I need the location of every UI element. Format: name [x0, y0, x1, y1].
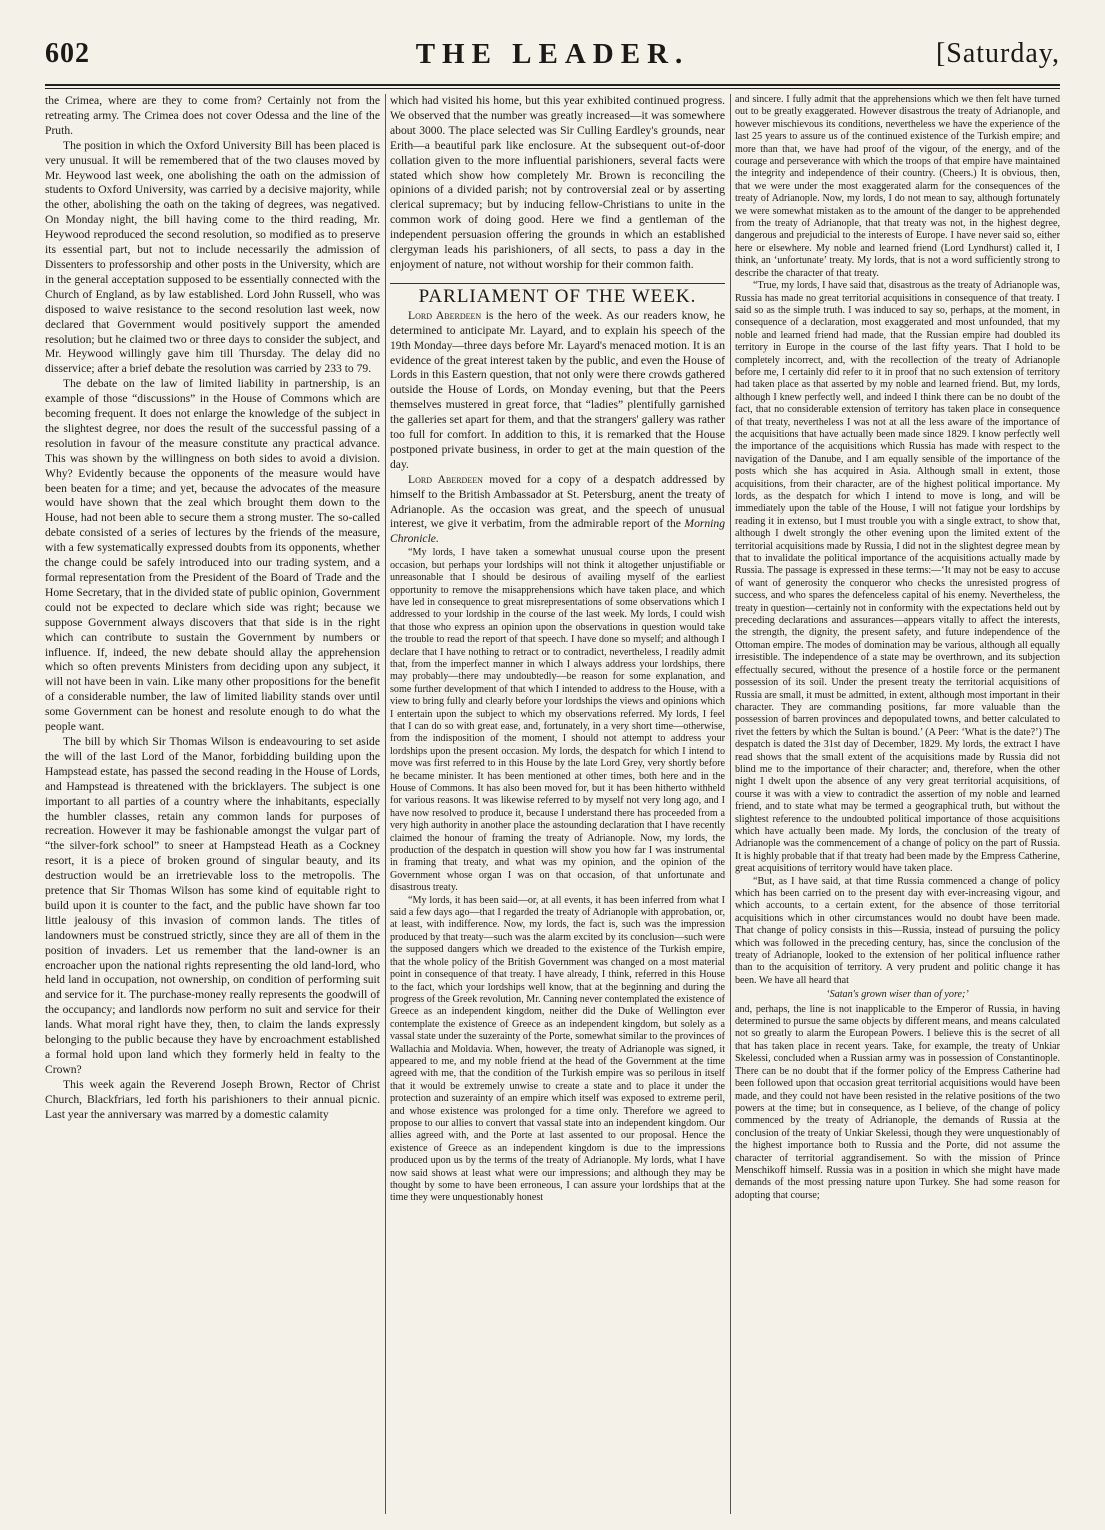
speech-paragraph: and sincere. I fully admit that the apprehensions which we then felt have turned out to be greatly exaggerated. However disastrous the treaty of Adrianople, and however mischievous its conditions, nevertheless we have the experience of the last 25 years to assure us of the continued existence of the Turkish empire; and more than that, we have had proof of the vigour, of the energy, and of the courage and perseverance with which the troops of that empire have maintained the integrity and independence of their country. (Cheers.) It is obvious, then, that we were under the most exaggerated alarm for the consequences of the treaty of Adrianople. Now, my lords, I do not mean to say, although fortunately we were somewhat mistaken as to the amount of the danger to be apprehended from the treaty of Adrianople, that that treaty was not, in the highest degree, dangerous and prejudicial to the interests of Europe. I have never said so, either here or elsewhere. My noble and learned friend (Lord Lyndhurst) called it, I think, an ‘unfortunate’ treaty. My lords, that is not a word sufficiently strong to describe the character of that treaty.: [735, 94, 1060, 279]
speech-paragraph: “My lords, it has been said—or, at all events, it has been inferred from what I said a few days ago—that I regarded the treaty of Adrianople with approbation, or, at least, with indifference. Now, my lords, the fact is, such was the impression produced by that treaty—such was the alarm excited by its conclusion—such were the supposed dangers which we dreaded to the existence of the Turkish empire, that the whole policy of the British Government was changed on a most material point in consequence of that treaty. I have already, I think, referred in this House to the fact, which your lordships well know, that at the beginning and during the progress of the Greek revolution, Mr. Canning never contemplated the existence of Greece as an independent kingdom, neither did the Duke of Wellington ever contemplate the existence of Greece as an independent kingdom, but solely as a vassal state under the suzerainty of the Porte, somewhat similar to the provinces of Wallachia and Moldavia. When, however, the treaty of Adrianople was signed, it appeared to me, and my noble friend at the head of the Government at the time agreed with me, that the condition of the Turkish empire was so perilous in itself that it would be extremely unwise to create a state and to place it under the protection and suzerainty of an empire which itself was exposed to extreme peril, and whose existence was prolonged for a time only. Therefore we agreed to propose to our allies to convert that vassal state into an independent kingdom. Our allies agreed with, and the Porte at last assented to our proposal. Hence the existence of Greece as an independent kingdom is due to the impressions produced upon us by the terms of the treaty of Adrianople. My lords, what I have now said shows at least what were our impressions; and although they may be thought by some to have been erroneous, I can assure your lordships that at the time they were unquestionably honest: [390, 894, 725, 1204]
speech-paragraph: “My lords, I have taken a somewhat unusual course upon the present occasion, but perhaps your lordships will not think it altogether unjustifiable or unreasonable that I should be desirous of availing myself of the earliest opportunity to remove the misapprehensions which have taken place, and which have led in consequence to great misrepresentations of some observations which I addressed to your lordship in the course of the last week. My lords, I could wish that those who express an opinion upon the observations in question would take the trouble to read the report of that speech. I have done so myself; and although I declare that I have nothing to retract or to contradict, nevertheless, I readily admit that, from the imperfect manner in which I always address your lordships, there may probably—there may undoubtedly—be reason for some explanation, and some further development of that which I intended to address to the House, with a view to bring fully and clearly before your lordships the views and opinions which I entertain upon the subject to which my observations referred. My lords, I feel that I can do so with great ease, and, fortunately, in a very short time—otherwise, from the indisposition of the moment, I should not attempt to address your lordships upon the present occasion. My lords, the despatch for which I intend to move was first referred to in this House by the late Lord Grey, very shortly before he became minister. It has been mentioned at other times, both here and in the House of Commons. It has also been moved for, but it has been hitherto withheld for various reasons. It was likewise referred to by myself not very long ago, and I have now resolved to produce it, because I understand there has proceeded from a very high authority in another place the astounding declaration that I have recently claimed the honour of framing the treaty of Adrianople. Now, my lords, the production of the despatch in question will show you how far I was instrumental in framing that treaty, and what was my opinion, and the opinion of the Government whose organ I was on that occasion, of that unfortunate and disastrous treaty.: [390, 547, 725, 894]
source-title: Morning Chronicle.: [390, 517, 725, 546]
paragraph-hampstead: The bill by which Sir Thomas Wilson is endeavouring to set aside the will of the last Lord of the Manor, forbidding building upon the Hampstead estate, has passed the second reading in the House of Lords, and Hampstead is threatened with the bricklayers. The subject is one important to all parties of a country where the inhabitants, especially the humbler classes, retain any common lands for purposes of recreation. However it may be fashionable amongst the vulgar part of “the silver-fork school” to sneer at Hampstead Heath as a Cockney resort, it is a piece of broken ground of singular beauty, and its destruction would be an irretrievable loss to the metropolis. The pretence that Sir Thomas Wilson has some kind of equitable right to build upon it is counter to the fact, and the public have shown far too little jealousy of this invasion of common lands. The titles of landowners must be construed strictly, since they are all of them in the position of invaders. Let us remember that the land-owner is an encroacher upon the national rights representing the old land-lord, who held land in occupation, not ownership, on condition of performing suit and service for it. The purchase-money really represents the goodwill of the occupancy; and landlords now perform no suit and service for their lands. What moral right have they, then, to claim the lands expressly belonging to the public because they have by encroachment established a formal hold upon land which they formerly held in fealty to the Crown?: [45, 734, 380, 1076]
verse-quote: ‘Satan's grown wiser than of yore;’: [826, 989, 969, 1001]
column-3: [735, 94, 1060, 1514]
masthead-rule-thin: [45, 88, 1060, 89]
page-number: 602: [45, 38, 90, 69]
paragraph-aberdeen-hero: Lord Aberdeen is the hero of the week. As our readers know, he determined to anticipate Mr. Layard, and to explain his speech of the 19th Monday—three days before Mr. Layard's menaced motion. It is an evidence of the great interest taken by the public, and even the House of Lords in this Eastern question, that not only were there crowds gathered outside the House of Lords, on Monday evening, but that the Peers themselves mustered in great force, that “ladies” plentifully garnished the galleries set apart for them, and that the strangers' gallery was rather too full for comfort. In addition to this, it is remarked that the House postponed private business, in order to get at the main question of the day.: [390, 308, 725, 471]
lead-name: Lord Aberdeen: [408, 308, 482, 322]
speech-paragraph: and, perhaps, the line is not inapplicable to the Emperor of Russia, in having determined to pursue the same objects by different means, and means calculated not so greatly to alarm the European Powers. I believe this is the secret of all that has taken place in recent years. Take, for example, the treaty of Unkiar Skelessi, concluded when a Russian army was in possession of Constantinople. There can be no doubt that if the former policy of the Empress Catherine had been followed upon that occasion great territorial acquisitions would have been made, and they could not have been resisted in the relative positions of the two powers at the time; but in consequence, as I believe, of the change of policy commenced by the treaty of Adrianople, the demands of Russia at the conclusion of the treaty of Unkiar Skelessi, though they were unquestionably of the highest importance both to Russia and the Porte, did not assume the character of territorial aggrandisement. So with the mission of Prince Menschikoff himself. Russia was in a position in which she might have made demands of the most pressing nature upon Turkey. She had some reason for adopting that course;: [735, 1003, 1060, 1201]
speech-quote: [390, 547, 725, 1205]
paragraph-crimea: the Crimea, where are they to come from? Certainly not from the retreating army. The Crimea does not cover Odessa and the line of the Pruth.: [45, 94, 380, 137]
paragraph-picnic: This week again the Reverend Joseph Brown, Rector of Christ Church, Blackfriars, led forth his parishioners to their annual picnic. Last year the anniversary was marred by a domestic calamity: [45, 1077, 380, 1121]
lead-name: Lord Aberdeen: [408, 472, 483, 486]
newspaper-title: THE LEADER.: [415, 38, 690, 70]
paragraph-oxford-bill: The position in which the Oxford University Bill has been placed is very unusual. It will be remembered that of the two clauses moved by Mr. Heywood last week, one abolishing the oath on the admission of students to Oxford University, was carried by a decisive majority, while the other, abolishing the oath on the taking of degrees, was negatived. On Monday night, the bill having come to the third reading, Mr. Heywood reproduced the second resolution, so modified as to preserve its essential part, but not to include necessarily the admission of Dissenters to professorship and other posts in the University, which are in the general acceptation supposed to be essentially connected with the Church of England, as by law established. Lord John Russell, who was disposed to waive resistance to the second resolution last week, now declared that Government would positively support the amended resolution; but he claimed two or three days to consider the subject, and Mr. Heywood willingly gave him till Thursday. The delay did no disservice; after a brief debate the resolution was carried by 233 to 79.: [45, 138, 380, 376]
speech-paragraph: “But, as I have said, at that time Russia commenced a change of policy which has been carried on to the present day with ever-increasing vigour, and which accounts, to a certain extent, for the absence of those territorial acquisitions which in other circumstances would no doubt have been made. That change of policy consists in this—Russia, instead of pursuing the policy which was followed in the preceding century, has, since the conclusion of the treaty of Adrianople, looked to the extension of her political influence rather than to the acquisition of territory. A very prudent and politic change it has been. We have all heard that: [735, 875, 1060, 986]
paragraph-limited-liability: The debate on the law of limited liability in partnership, is an example of those “discussions” in the House of Commons which are becoming frequent. It does not enlarge the knowledge of the subject in the slightest degree, nor does the result of the successful passing of a resolution in favour of the measure constitute any practical advance. This was shown by the willingness on both sides to avoid a division. Why? Evidently because the opponents of the measure would have been beaten for a time; and yet, because the advocates of the measure would have shown that the zeal which brought them down to the House, had not been able to secure them a strong muster. The so-called debate consisted of a series of lectures by the friends of the measure, with a few systematically expressed doubts from its opponents, whether the change could be safely introduced into our trading system, and a formal representation from the President of the Board of Trade and the Home Secretary, that in the divided state of public opinion, Government could not be expected to declare which side was right; because we suppose Government always discovers that that side is in the right which can contribute to sustain the Government by numbers or influence. If, indeed, the new debate should allay the apprehension which so often prevents Ministers from deciding upon any subject, it will not have been in vain. Like many other propositions for the benefit of a considerable number, the law of limited liability stands over until some Government can be honest and resolute enough to do what the people want.: [45, 377, 380, 734]
column-2: [390, 94, 725, 1514]
masthead-rule: [45, 84, 1060, 86]
masthead: [45, 38, 1060, 78]
paragraph-aberdeen-motion: Lord Aberdeen moved for a copy of a despatch addressed by himself to the British Ambassador at St. Petersburg, anent the treaty of Adrianople. As the occasion was great, and the speech of unusual interest, we give it verbatim, from the admirable report of the Morning Chronicle.: [390, 472, 725, 546]
issue-day: [Saturday,: [935, 38, 1060, 69]
paragraph-picnic-cont: which had visited his home, but this year exhibited continued progress. We observed that the number was greatly increased—it was somewhere about 3000. The place selected was Sir Culling Eardley's grounds, near Erith—a beautiful park like enclosure. At the subsequent out-of-door collation given to the more influential parishioners, several facts were stated which show how completely Mr. Brown is reconciling the opinions of a divided parish; not by controversial zeal or by asserting clerical supremacy; but by inducing fellow-Christians to unite in the common work of doing good. Here we find a gentleman of the independent persuasion offering the grounds in which an established clergyman leads his parishioners, of all sects, to pass a day in the enjoyment of nature, not without worship for their common faith.: [390, 94, 725, 271]
section-heading: PARLIAMENT OF THE WEEK.: [390, 283, 725, 305]
column-divider-2: [730, 94, 731, 1514]
column-1: [45, 94, 380, 1514]
speech-paragraph: “True, my lords, I have said that, disastrous as the treaty of Adrianople was, Russia has made no great territorial acquisitions in consequence of that treaty. I said so as the simple truth. I was induced to say so, perhaps, at the moment, in consequence of a declaration, most exaggerated and most unfounded, that my noble and learned friend had made, that the Russian empire had doubled its territory in Europe in the course of the last fifty years. That I hold to be completely incorrect, and, with the recollection of the treaty of Adrianople before me, I certainly did refer to it in proof that no such extension of territory had taken place as that asserted by my noble and learned friend. But, my lords, although I knew perfectly well, and indeed I think there can be no doubt of the fact, that no considerable extension of territory has taken place in consequence of that treaty, nevertheless I was not at all the less aware of the importance of the acquisitions that have actually been made since 1829. I know perfectly well the importance of the acquisitions which Russia has made with respect to the navigation of the Danube, and I am equally sensible of the importance of the posts which she has acquired in Asia. Although small in extent, those acquisitions, from their character, are of the highest political importance. My lords, as the despatch for which I intend to move is long, and will be immediately upon the table of the House, I will not fatigue your lordships by reading it in extenso, but I must trouble you with a single extract, to show that, although I dwelt strongly the other evening upon the limited extent of the territorial acquisitions made by Russia, I did not in the slightest degree mean by that to invalidate the political importance of the acquisitions actually made by Russia. The passage is expressed in these terms:—‘It may not be easy to accuse of want of generosity the conqueror who checks the unresisted progress of success, and who spares the defenceless capital of his enemy. Nevertheless, the treaty in question—certainly not in conformity with the expectations held out by preceding declarations and assurances—appears vitally to affect the interests, the strength, the dignity, the present safety, and future independence of the Ottoman empire. The modes of domination may be various, although all equally irresistible. The independence of a state may be overthrown, and its subjection effectually secured, without the presence of a hostile force or the permanent possession of its soil. Under the present treaty the territorial acquisitions of Russia are small, it must be admitted, in extent, although most important in their character. They are commanding positions, far more valuable than the possession of barren provinces and depopulated towns, and better calculated to rivet the fetters by which the Sultan is bound.’ (A Peer: ‘What is the date?’) The despatch is dated the 31st day of December, 1829. My lords, the extract I have read shows that the small extent of the acquisitions made by Russia did not blind me to the importance of their character; and, therefore, when the other night I dwelt upon the absence of any very great territorial acquisitions, of course it was with a view to contradict the assertion of my noble and learned friend, and to state what may be termed a geographical truth, but without the slightest reference to the undoubted political importance of those acquisitions which have actually been made. My lords, the conclusion of the treaty of Adrianople was the commencement of a change of policy on the part of Russia. It is highly probable that if that treaty had been made by the Empress Catherine, great acquisitions of territory would have taken place.: [735, 280, 1060, 875]
column-divider-1: [385, 94, 386, 1514]
